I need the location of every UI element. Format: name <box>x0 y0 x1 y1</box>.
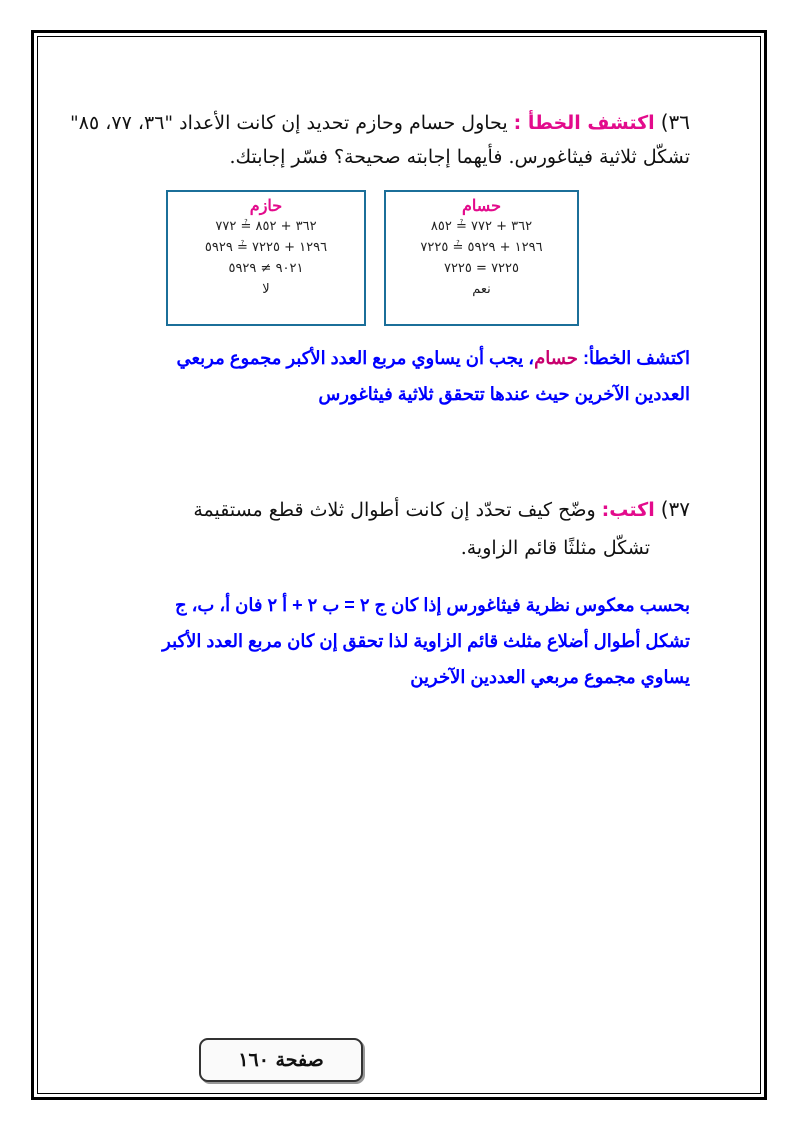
answer-36-rest: ، يجب أن يساوي مربع العدد الأكبر مجموع مربعي <box>176 348 535 368</box>
hazem-name: حازم <box>249 196 283 215</box>
question-37-line-2 <box>461 537 650 559</box>
answer-37-line-1: بحسب معكوس نظرية فيثاغورس إذا كان ج ٢ = ب ٢ + أ ٢ فان أ، ب، ج <box>174 595 690 615</box>
hazem-line-2: ١٢٩٦ + ٧٢٢٥ ≟ ٥٩٢٩ <box>204 240 328 255</box>
hossam-verdict: نعم <box>472 282 491 297</box>
hazem-verdict: لا <box>262 282 270 297</box>
question-37-text-2: تشكّل مثلثًا قائم الزاوية. <box>460 537 650 559</box>
hossam-name: حسام <box>462 196 501 215</box>
question-37-line-1 <box>193 497 690 521</box>
question-37-tag: اكتب: <box>601 499 655 521</box>
answer-37-line-2: تشكل أطوال أضلاع مثلث قائم الزاوية لذا تحقق إن كان مربع العدد الأكبر <box>162 631 690 651</box>
page-number-label: صفحة ١٦٠ <box>238 1049 324 1071</box>
hossam-line-2: ١٢٩٦ + ٥٩٢٩ ≟ ٧٢٢٥ <box>420 240 543 255</box>
answer-36-label: اكتشف الخطأ: <box>577 348 690 368</box>
page-number-badge <box>199 1038 363 1082</box>
question-36-text-2: تشكّل ثلاثية فيثاغورس. فأيهما إجابته صحيحة؟ فسّر إجابتك. <box>229 146 690 168</box>
answer-37 <box>100 587 690 695</box>
question-36-tag: اكتشف الخطأ : <box>513 112 655 134</box>
hazem-line-1: ٣٦٢ + ٨٥٢ ≟ ٧٧٢ <box>215 219 317 234</box>
hossam-line-3: ٧٢٢٥ = ٧٢٢٥ <box>443 261 520 276</box>
answer-36 <box>100 340 690 412</box>
question-36-number: ٣٦) <box>660 110 690 134</box>
hossam-solution-box <box>384 190 579 326</box>
question-37-text-1: وضّح كيف تحدّد إن كانت أطوال ثلاث قطع مستقيمة <box>193 499 596 521</box>
answer-36-line-1 <box>100 340 690 376</box>
question-36-line-1 <box>70 110 690 134</box>
hossam-line-1: ٣٦٢ + ٧٧٢ ≟ ٨٥٢ <box>430 219 533 234</box>
hazem-solution-box <box>166 190 366 326</box>
question-37-number: ٣٧) <box>660 497 690 521</box>
answer-36-name: حسام <box>534 348 578 368</box>
hazem-line-3: ٩٠٢١ ≠ ٥٩٢٩ <box>228 261 304 276</box>
answer-37-line-3: يساوي مجموع مربعي العددين الآخرين <box>410 667 690 687</box>
answer-36-line-2: العددين الآخرين حيث عندها تتحقق ثلاثية فيثاغورس <box>318 384 690 404</box>
question-36-text-1: يحاول حسام وحازم تحديد إن كانت الأعداد "٣٦، ٧٧، ٨٥" <box>70 112 508 134</box>
question-36-line-2 <box>229 146 690 168</box>
